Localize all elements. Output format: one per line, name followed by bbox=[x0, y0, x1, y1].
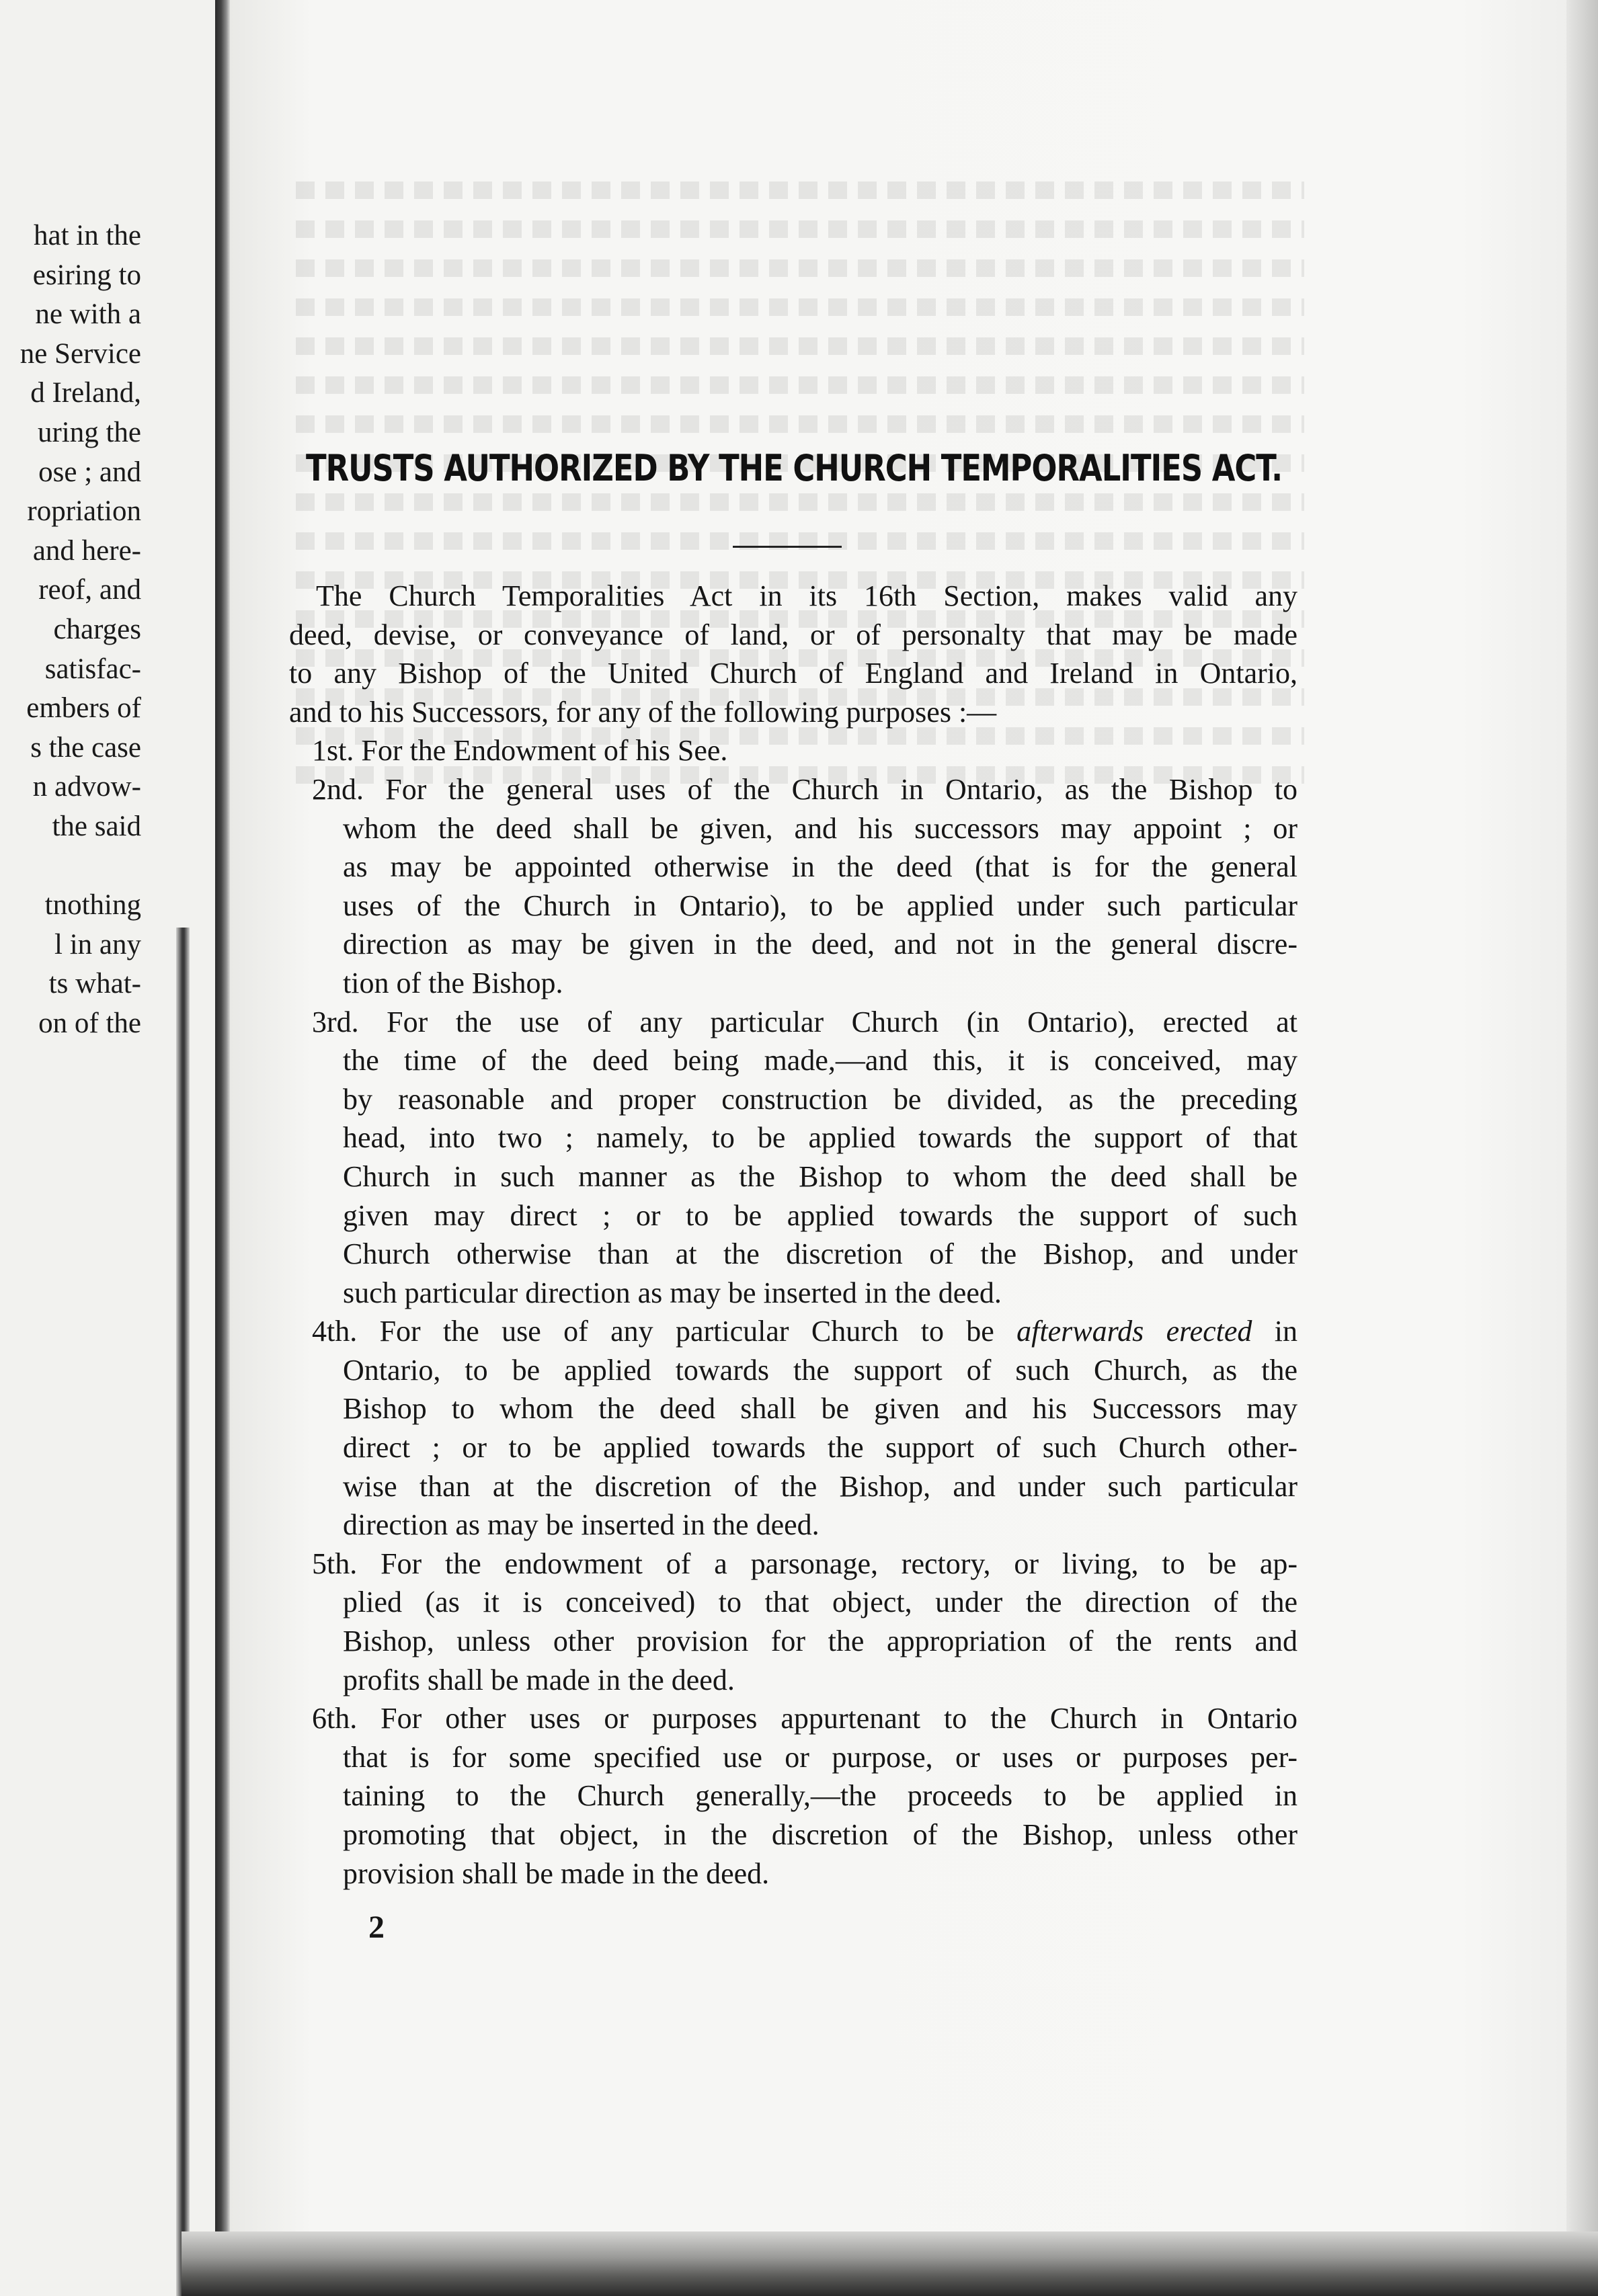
item-line: 1st. For the Endowment of his See. bbox=[312, 734, 728, 768]
item-line: uses of the Church in Ontario), to be applied under such particular bbox=[343, 889, 1297, 922]
left-fragment: and here- bbox=[32, 534, 141, 567]
page-number: 2 bbox=[368, 1910, 385, 1945]
purpose-item-1st bbox=[289, 731, 1297, 770]
purpose-item-5th bbox=[289, 1545, 1297, 1699]
item-line: such particular direction as may be inserted in the deed. bbox=[343, 1276, 1002, 1309]
intro-line: to any Bishop of the United Church of England and Ireland in Ontario, bbox=[289, 657, 1297, 690]
page-edge-right bbox=[1566, 0, 1598, 2296]
purpose-item-3rd bbox=[289, 1003, 1297, 1313]
left-fragment: ose ; and bbox=[38, 456, 141, 488]
item-line: Bishop, unless other provision for the appropriation of the rents and bbox=[343, 1625, 1297, 1658]
left-fragment: on of the bbox=[38, 1007, 141, 1039]
item-line: the time of the deed being made,—and this, it is conceived, may bbox=[343, 1044, 1297, 1077]
item-line: Church in such manner as the Bishop to whom the deed shall be bbox=[343, 1159, 1297, 1193]
left-fragment: satisfac- bbox=[44, 653, 141, 685]
item-line: as may be appointed otherwise in the deed (that is for the general bbox=[343, 850, 1297, 884]
item-line: by reasonable and proper construction be divided, as the preceding bbox=[343, 1082, 1297, 1116]
left-fragment: the said bbox=[52, 810, 141, 842]
left-fragment: ropriation bbox=[27, 495, 141, 528]
page-edge-bottom bbox=[182, 2231, 1598, 2296]
left-fragment: uring the bbox=[37, 416, 141, 448]
item-line: promoting that object, in the discretion of the Bishop, unless other bbox=[343, 1818, 1297, 1851]
item-line: 3rd. For the use of any particular Church (in Ontario), erected at bbox=[312, 1005, 1297, 1038]
item-line: direction as may be given in the deed, and not in the general discre- bbox=[343, 928, 1297, 961]
intro-line: and to his Successors, for any of the following purposes :— bbox=[289, 695, 997, 729]
purpose-item-4th bbox=[289, 1312, 1297, 1545]
book-gutter-shadow bbox=[176, 928, 190, 2296]
document-body bbox=[289, 577, 1297, 1893]
book-gutter bbox=[215, 0, 230, 2296]
item-line: direct ; or to be applied towards the support of such Church other- bbox=[343, 1431, 1297, 1465]
document-title: TRUSTS AUTHORIZED BY THE CHURCH TEMPORALITIES ACT. bbox=[306, 447, 1283, 489]
item-line: Ontario, to be applied towards the support of such Church, as the bbox=[343, 1353, 1297, 1387]
item-line: Church otherwise than at the discretion of the Bishop, and under bbox=[343, 1237, 1297, 1271]
left-fragment: ne with a bbox=[35, 298, 141, 331]
intro-line: The Church Temporalities Act in its 16th Section, makes valid any bbox=[316, 579, 1297, 612]
left-fragment: n advow- bbox=[32, 771, 141, 803]
left-fragment: charges bbox=[53, 613, 141, 645]
purpose-item-2nd bbox=[289, 770, 1297, 1003]
left-fragment: reof, and bbox=[38, 574, 141, 606]
item-line: whom the deed shall be given, and his successors may appoint ; or bbox=[343, 811, 1297, 845]
intro-line: deed, devise, or conveyance of land, or of personalty that may be made bbox=[289, 618, 1297, 651]
left-fragment: l in any bbox=[54, 928, 141, 960]
left-fragment: ne Service bbox=[19, 337, 141, 370]
item-line: wise than at the discretion of the Bishop, and under such particular bbox=[343, 1469, 1297, 1503]
purpose-item-6th bbox=[289, 1699, 1297, 1893]
item-line: given may direct ; or to be applied towards the support of such bbox=[343, 1198, 1297, 1232]
item-line: 6th. For other uses or purposes appurtenant to the Church in Ontario bbox=[312, 1702, 1297, 1735]
left-fragment: esiring to bbox=[32, 259, 141, 291]
item-line: direction as may be inserted in the deed. bbox=[343, 1508, 820, 1542]
item-line: tion of the Bishop. bbox=[343, 966, 563, 999]
item-line: profits shall be made in the deed. bbox=[343, 1663, 735, 1696]
emphasis-afterwards-erected: afterwards erected bbox=[1016, 1315, 1252, 1348]
left-fragment: ts what- bbox=[48, 968, 141, 1000]
item-line: provision shall be made in the deed. bbox=[343, 1856, 770, 1890]
intro-paragraph bbox=[289, 577, 1297, 731]
item-line: that is for some specified use or purpose, or uses or purposes per- bbox=[343, 1740, 1297, 1774]
item-line: taining to the Church generally,—the proceeds to be applied in bbox=[343, 1779, 1297, 1813]
item-line: head, into two ; namely, to be applied towards the support of that bbox=[343, 1121, 1297, 1155]
item-line: 4th. For the use of any particular Church to be afterwards erected in bbox=[312, 1315, 1297, 1348]
item-line: plied (as it is conceived) to that object, under the direction of the bbox=[343, 1586, 1297, 1619]
item-line: Bishop to whom the deed shall be given and his Successors may bbox=[343, 1392, 1297, 1426]
title-rule bbox=[733, 546, 842, 548]
left-page-fragments bbox=[0, 216, 141, 1043]
item-line: 5th. For the endowment of a parsonage, rectory, or living, to be ap- bbox=[312, 1547, 1297, 1580]
left-fragment: tnothing bbox=[44, 889, 141, 921]
left-fragment: d Ireland, bbox=[30, 377, 141, 409]
left-fragment: s the case bbox=[30, 731, 141, 764]
left-fragment: embers of bbox=[26, 692, 141, 725]
left-fragment bbox=[0, 847, 141, 887]
item-line: 2nd. For the general uses of the Church in Ontario, as the Bishop to bbox=[312, 772, 1297, 806]
left-fragment: hat in the bbox=[33, 220, 141, 251]
